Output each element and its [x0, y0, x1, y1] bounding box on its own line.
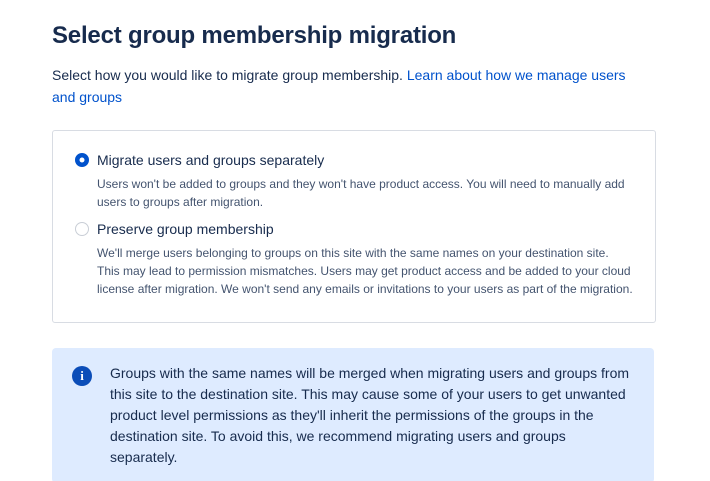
learn-more-link[interactable]: Learn about how we manage users and groups — [52, 67, 626, 105]
page-title: Select group membership migration — [52, 22, 457, 49]
option-description: Users won't be added to groups and they won't have product access. You will need to manually add users to groups after migration. — [97, 177, 625, 209]
radio-unselected-icon[interactable] — [75, 222, 89, 236]
page-description — [52, 64, 652, 108]
info-icon: i — [72, 366, 92, 386]
option-label: Migrate users and groups separately — [97, 152, 325, 168]
option-preserve-membership — [75, 221, 633, 298]
page-description-text: Select how you would like to migrate group membership. — [52, 67, 407, 83]
option-migrate-separately — [75, 152, 633, 211]
info-banner-text: Groups with the same names will be merged when migrating users and groups from this site to the destination site. This may cause some of your users to get unwanted product level permissions as they'll inherit the permissions of the groups in the destination site. To avoid this, we recommend migrating users and groups separately. — [110, 365, 630, 465]
info-section-message — [52, 348, 654, 481]
radio-selected-icon[interactable] — [75, 153, 89, 167]
option-description: We'll merge users belonging to groups on this site with the same names on your destination site. This may lead to permission mismatches. Users may get product access and be added to your cloud license after migration. We won't send any emails or invitations to your users as part of the migration. — [97, 246, 633, 296]
option-label: Preserve group membership — [97, 221, 274, 237]
option-preserve-membership-clickable[interactable] — [75, 221, 633, 237]
radio-group-membership-options — [52, 130, 656, 323]
option-migrate-separately-clickable[interactable] — [75, 152, 633, 168]
